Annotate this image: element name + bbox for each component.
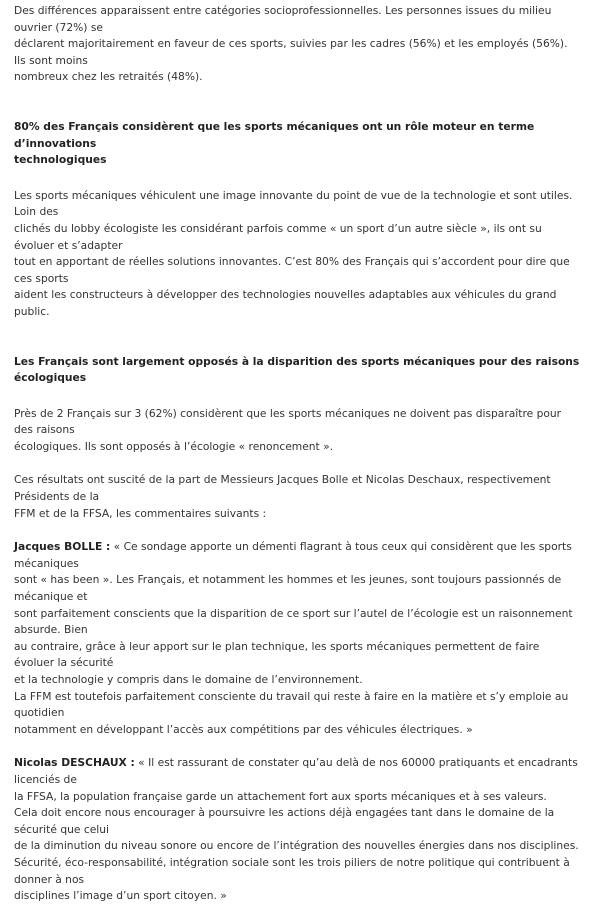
text-line: écologiques. Ils sont opposés à l’écologie « renoncement ». (14, 439, 334, 453)
text-line: clichés du lobby écologiste les considérant parfois comme « un sport d’un autre siècle », ils ont su évoluer et s’adapter (14, 221, 542, 252)
section-heading-ecology (14, 354, 582, 387)
text-line: FFM et de la FFSA, les commentaires suivants : (14, 506, 267, 520)
intro-paragraph (14, 3, 582, 86)
innovation-paragraph (14, 188, 582, 321)
text-line: nombreux chez les retraités (48%). (14, 70, 203, 84)
speaker-name: Jacques BOLLE : (14, 540, 111, 554)
text-line: La FFM est toutefois parfaitement consciente du travail qui reste à faire en la matière et s’y emploie au quotidien (14, 689, 569, 720)
text-line: notamment en développant l’accès aux compétitions par des véhicules électriques. » (14, 722, 473, 736)
text-line (14, 539, 582, 572)
text-line: sont parfaitement conscients que la disparition de ce sport sur l’autel de l’écologie est un raisonnement absurde. Bien (14, 606, 573, 637)
heading-line: 80% des Français considèrent que les sports mécaniques ont un rôle moteur en terme d’innovations (14, 119, 535, 150)
heading-line: écologiques (14, 371, 87, 385)
comments-intro-paragraph (14, 472, 582, 522)
text-line: et la technologie y compris dans le domaine de l’environnement. (14, 673, 363, 686)
text-line (14, 755, 582, 788)
text-line: disciplines l’image d’un sport citoyen. » (14, 889, 227, 903)
text-line: déclarent majoritairement en faveur de ces sports, suivies par les cadres (56%) et les employés (56%). Ils sont moins (14, 37, 568, 67)
heading-line: Les Français sont largement opposés à la disparition des sports mécaniques pour des raisons (14, 354, 580, 368)
text-line: la FFSA, la population française garde un attachement fort aux sports mécaniques et à ses valeurs. (14, 789, 547, 803)
text-line: Ces résultats ont suscité de la part de Messieurs Jacques Bolle et Nicolas Deschaux, respectivement Présidents de la (14, 473, 551, 504)
text-line: Les sports mécaniques véhiculent une image innovante du point de vue de la technologie et sont utiles. Loin des (14, 188, 573, 219)
ecology-paragraph (14, 406, 582, 456)
speaker-name: Nicolas DESCHAUX : (14, 756, 135, 770)
text-line: sont « has been ». Les Français, et notamment les hommes et les jeunes, sont toujours passionnés de mécanique et (14, 573, 562, 604)
quote-text: « Ce sondage apporte un démenti flagrant à tous ceux qui considèrent que les sports mécaniques (14, 540, 572, 570)
text-line: aident les constructeurs à développer des technologies nouvelles adaptables aux véhicules du grand public. (14, 288, 557, 318)
quote-text: « Il est rassurant de constater qu’au delà de nos 60000 pratiquants et encadrants licenciés de (14, 756, 578, 786)
text-line: de la diminution du niveau sonore ou encore de l’intégration des nouvelles énergies dans nos disciplines. (14, 839, 579, 853)
heading-line: technologiques (14, 153, 107, 167)
quote-jacques-bolle (14, 539, 582, 738)
text-line: tout en apportant de réelles solutions innovantes. C’est 80% des Français qui s’accordent pour dire que ces sports (14, 255, 570, 285)
text-line: Sécurité, éco-responsabilité, intégration sociale sont les trois piliers de notre politique qui contribuent à donner à nos (14, 855, 570, 886)
quote-nicolas-deschaux (14, 755, 582, 904)
text-line: Des différences apparaissent entre catégories socioprofessionnelles. Les personnes issues du milieu ouvrier (72%) se (14, 4, 552, 34)
text-line: au contraire, grâce à leur apport sur le plan technique, les sports mécaniques permettent de faire évoluer la sécurité (14, 639, 540, 670)
text-line: Cela doit encore nous encourager à poursuivre les actions déjà engagées tant dans le domaine de la sécurité que celui (14, 806, 555, 836)
text-line: Près de 2 Français sur 3 (62%) considèrent que les sports mécaniques ne doivent pas disparaître pour des raisons (14, 406, 562, 437)
section-heading-innovation (14, 119, 582, 169)
